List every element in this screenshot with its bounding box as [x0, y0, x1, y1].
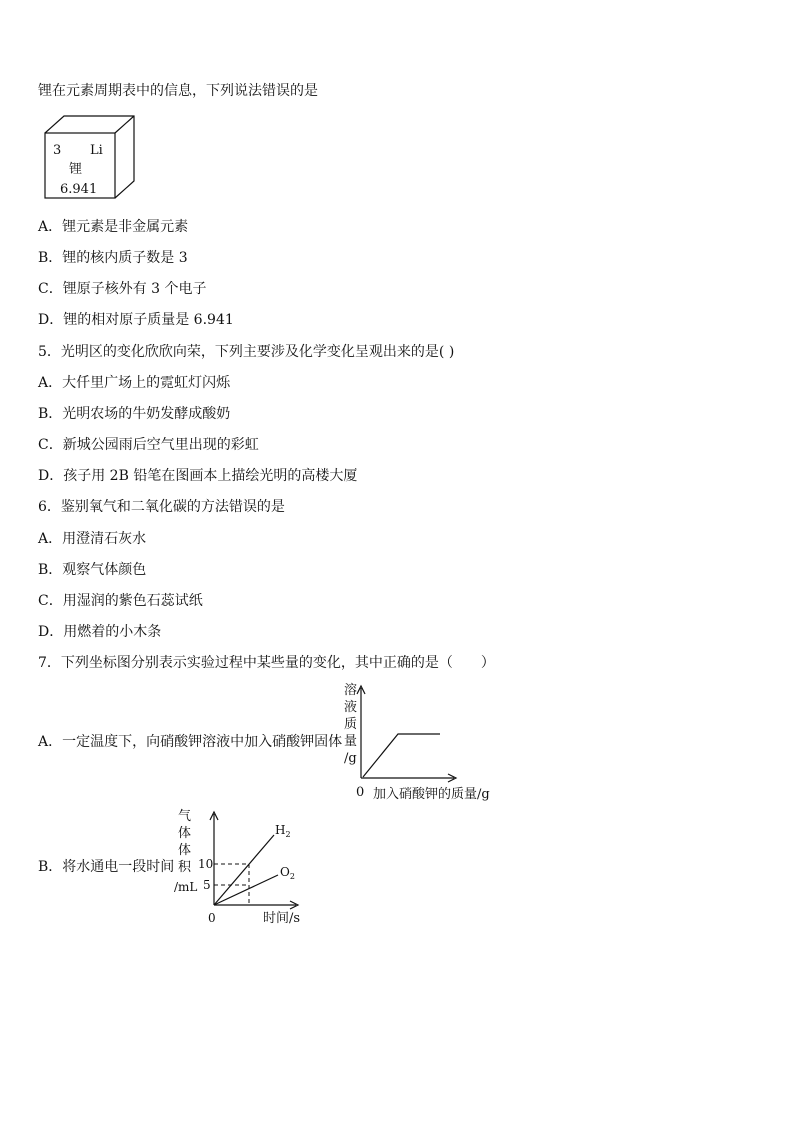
- graph-a-ylabel-2: 液: [344, 700, 358, 715]
- q6-option-c: C．用湿润的紫色石蕊试纸: [38, 593, 203, 609]
- graph-a-ylabel-5: /g: [344, 751, 357, 766]
- q6-option-a: A．用澄清石灰水: [38, 531, 147, 547]
- q7-option-a-text: A．一定温度下，向硝酸钾溶液中加入硝酸钾固体: [38, 734, 343, 750]
- element-atomic-number: 3: [53, 143, 62, 158]
- question-7-stem: 7．下列坐标图分别表示实验过程中某些量的变化，其中正确的是（ ）: [38, 655, 495, 671]
- question-4-stem: 锂在元素周期表中的信息，下列说法错误的是: [38, 83, 318, 99]
- graph-b-ylabel-4: 积: [178, 860, 192, 875]
- q7-option-b-text: B．将水通电一段时间: [38, 859, 175, 875]
- graph-b-label-h2: [275, 823, 291, 839]
- graph-b-ylabel-1: 气: [178, 809, 192, 824]
- element-symbol: Li: [90, 143, 103, 158]
- graph-b-o2-line: [214, 875, 278, 905]
- electrolysis-gas-graph: [170, 806, 330, 926]
- q4-option-a: A．锂元素是非金属元素: [38, 219, 189, 235]
- graph-b-xlabel: 时间/s: [263, 911, 301, 926]
- q4-option-c: C．锂原子核外有 3 个电子: [38, 281, 207, 297]
- graph-a-series-line: [363, 734, 440, 777]
- solution-mass-graph: [336, 680, 506, 805]
- graph-b-tick-10: 10: [198, 857, 214, 871]
- o2-subscript: 2: [289, 872, 295, 881]
- element-atomic-mass: 6.941: [60, 182, 98, 197]
- o2-symbol: O: [280, 865, 290, 879]
- graph-a-ylabel-3: 质: [344, 717, 358, 732]
- element-name: 锂: [69, 162, 83, 177]
- graph-b-origin: 0: [208, 911, 216, 925]
- q5-option-d: D．孩子用 2B 铅笔在图画本上描绘光明的高楼大厦: [38, 468, 358, 484]
- h2-symbol: H: [275, 823, 286, 837]
- q5-option-b: B．光明农场的牛奶发酵成酸奶: [38, 406, 231, 422]
- question-5-stem: 5．光明区的变化欣欣向荣，下列主要涉及化学变化呈观出来的是( ): [38, 344, 455, 360]
- graph-b-ylabel-3: 体: [178, 843, 192, 858]
- question-6-stem: 6．鉴别氧气和二氧化碳的方法错误的是: [38, 499, 285, 515]
- q4-option-d: D．锂的相对原子质量是 6.941: [38, 312, 234, 328]
- graph-b-ylabel-2: 体: [178, 826, 192, 841]
- q5-option-a: A．大仟里广场上的霓虹灯闪烁: [38, 375, 231, 391]
- q5-option-c: C．新城公园雨后空气里出现的彩虹: [38, 437, 259, 453]
- graph-b-ylabel-5: /mL: [174, 880, 198, 894]
- graph-b-label-o2: [280, 865, 295, 881]
- graph-a-origin: 0: [356, 785, 365, 800]
- h2-subscript: 2: [285, 830, 291, 839]
- graph-a-xlabel: 加入硝酸钾的质量/g: [373, 787, 490, 802]
- q4-option-b: B．锂的核内质子数是 3: [38, 250, 188, 266]
- q6-option-d: D．用燃着的小木条: [38, 624, 162, 640]
- graph-b-tick-5: 5: [203, 878, 211, 892]
- graph-a-ylabel-4: 量: [344, 734, 358, 749]
- q6-option-b: B．观察气体颜色: [38, 562, 147, 578]
- graph-a-ylabel-1: 溶: [344, 683, 358, 698]
- graph-b-h2-line: [214, 835, 274, 905]
- element-card-figure: [40, 114, 136, 204]
